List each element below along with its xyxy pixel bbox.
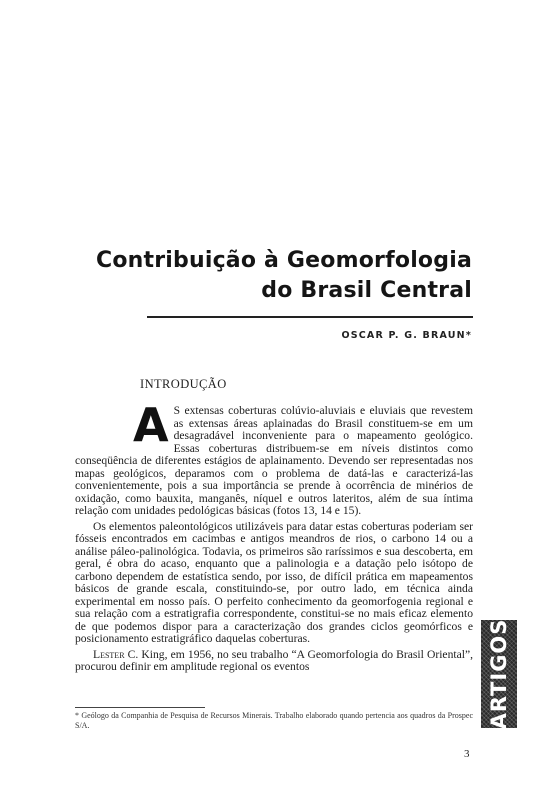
drop-cap: A — [133, 398, 169, 452]
paragraph-3-text: C. King, em 1956, no seu trabalho “A Geomorfologia do Brasil Oriental”, procurou definir em amplitude regional os eventos — [75, 647, 473, 673]
paragraph-1-text: S extensas coberturas colúvio-aluviais e eluviais que revestem as extensas áreas aplainadas do Brasil constituem-se em um desagradável inconveniente para o mapeamento geológico. Essas coberturas distribuem-se em níveis distintos como conseqüência de diferentes estágios de aplainamento. Devendo ser representadas nos mapas geológicos, deparamos com o problema de datá-las e caracterizá-las convenientemente, pois a sua importância se prende à ocorrência de minérios de oxidação, como bauxita, manganês, níquel e outros lateritos, além de sua íntima relação com unidades pedológicas básicas (fotos 13, 14 e 15). — [75, 404, 473, 517]
footnote-divider — [75, 707, 205, 708]
page-number: 3 — [464, 748, 470, 760]
footnote: * Geólogo da Companhia de Pesquisa de Recursos Minerais. Trabalho elaborado quando pertencia aos quadros da Prospec S/A. — [75, 711, 473, 730]
title-line-2: do Brasil Central — [261, 278, 472, 303]
author-name: OSCAR P. G. BRAUN* — [341, 330, 472, 341]
paragraph-2: Os elementos paleontológicos utilizáveis para datar estas coberturas poderiam ser fósseis encontrados em cacimbas e antigos meandros de rios, o carbono 14 ou a análise páleo-palinológica. Todavia, os primeiros são raríssimos e sua descoberta, em geral, é obra do acaso, enquanto que a palinologia e a datação pelo isótopo de carbono dependem de estatística sendo, por isso, de difícil prática em mapeamentos básicos de grande escala, constituindo-se, por outro lado, em técnica ainda experimental em nosso país. O perfeito conhecimento da geomorfogenia regional e sua relação com a estratigrafia correspondente, constitui-se no mais eficaz elemento de que podemos dispor para a caracterização dos grandes ciclos geomórficos e posicionamento estratigráfico daquelas coberturas. — [75, 519, 473, 645]
section-tab-label: ARTIGOS — [487, 618, 511, 730]
article-body — [75, 398, 473, 674]
section-heading: INTRODUÇÃO — [140, 377, 227, 391]
paragraph-3 — [75, 649, 473, 674]
author-reference: Lester — [93, 647, 125, 661]
section-tab — [481, 620, 517, 728]
article-title — [72, 246, 472, 306]
title-line-1: Contribuição à Geomorfologia — [95, 248, 472, 273]
title-divider — [147, 316, 473, 318]
paragraph-1 — [75, 398, 473, 518]
